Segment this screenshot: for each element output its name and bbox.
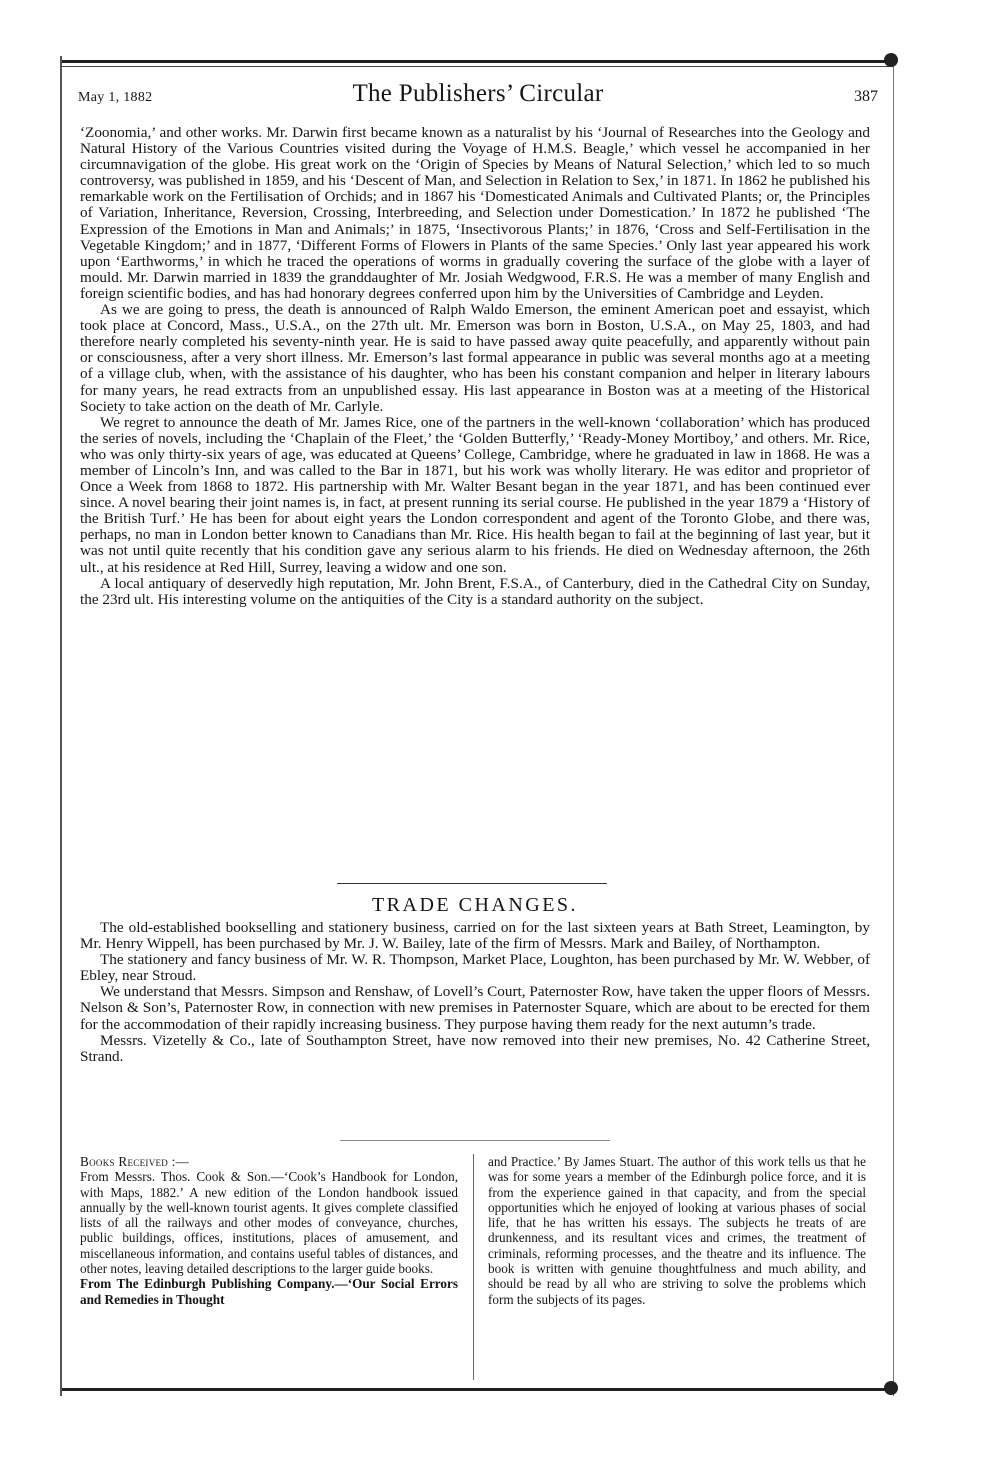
corner-ornament-icon [884, 53, 898, 67]
right-border [893, 56, 894, 1396]
trade-changes-body [80, 920, 870, 1065]
page-number: 387 [854, 88, 878, 105]
section-title-trade-changes: TRADE CHANGES. [371, 894, 579, 916]
paragraph-darwin: ‘Zoonomia,’ and other works. Mr. Darwin first became known as a naturalist by his ‘Journal of Researches into the Geology and Natural History of the Various Countries visited during the Voyage of H.M.S. Beagle,’ which vessel he accompanied in her circumnavigation of the globe. His great work on the ‘Origin of Species by Means of Natural Selection,’ which led to so much controversy, was published in 1859, and his ‘Descent of Man, and Selection in Relation to Sex,’ in 1871. In 1862 he published his remarkable work on the Fertilisation of Orchids; and in 1867 his ‘Domesticated Animals and Cultivated Plants; or, the Principles of Variation, Inheritance, Reversion, Crossing, Interbreeding, and Selection under Domestication.’ In 1872 he published ‘The Expression of the Emotions in Man and Animals;’ in 1875, ‘Insectivorous Plants;’ in 1876, ‘Cross and Self-Fertilisation in the Vegetable Kingdom;’ and in 1877, ‘Different Forms of Flowers in Plants of the same Species.’ Only last year appeared his work upon ‘Earthworms,’ in which he traced the operations of worms in gradually covering the surface of the globe with a layer of mould. Mr. Darwin married in 1839 the granddaughter of Mr. Josiah Wedgwood, F.R.S. He was a member of many English and foreign scientific bodies, and has had honorary degrees conferred upon him by the Universities of Cambridge and Leyden. [80, 124, 870, 302]
book-entry-cook: From Messrs. Thos. Cook & Son.—‘Cook’s Handbook for London, with Maps, 1882.’ A new edition of the London handbook issued annually by the well-known tourist agents. It gives complete classified lists of all the railways and other modes of conveyance, churches, public buildings, offices, institutions, places of amusement, and miscellaneous information, and contains useful tables of distances, and other notes, leaving detailed descriptions to the larger guide books. [80, 1169, 458, 1277]
paragraph-brent: A local antiquary of deservedly high reputation, Mr. John Brent, F.S.A., of Canterbury, died in the Cathedral City on Sunday, the 23rd ult. His interesting volume on the antiquities of the City is a standard authority on the subject. [80, 574, 870, 608]
trade-paragraph: The stationery and fancy business of Mr. W. R. Thompson, Market Place, Loughton, has been purchased by Mr. W. Webber, of Ebley, near Stroud. [80, 951, 870, 985]
trade-paragraph: Messrs. Vizetelly & Co., late of Southampton Street, have now removed into their new premises, No. 42 Catherine Street, Strand. [80, 1031, 870, 1065]
column-divider [473, 1154, 474, 1380]
bottom-rule [62, 1388, 894, 1391]
top-rule [62, 60, 894, 63]
running-header [78, 80, 878, 112]
section-divider [337, 883, 607, 884]
trade-paragraph: We understand that Messrs. Simpson and Renshaw, of Lovell’s Court, Paternoster Row, have taken the upper floors of Messrs. Nelson & Son’s, Paternoster Row, in connection with new premises in Paternoster Square, which are about to be erected for them for the accommodation of their rapidly increasing business. They purpose having them ready for the next autumn’s trade. [80, 983, 870, 1033]
article-body [80, 125, 870, 608]
books-divider [340, 1140, 610, 1141]
left-border [60, 56, 62, 1396]
paragraph-rice: We regret to announce the death of Mr. James Rice, one of the partners in the well-known ‘collaboration’ which has produced the series of novels, including the ‘Chaplain of the Fleet,’ the ‘Golden Butterfly,’ ‘Ready-Money Mortiboy,’ and others. Mr. Rice, who was only thirty-six years of age, was educated at Queens’ College, Cambridge, where he graduated in law in 1868. He was a member of Lincoln’s Inn, and was called to the Bar in 1871, but his work was wholly literary. He was editor and proprietor of Once a Week from 1868 to 1872. His partnership with Mr. Walter Besant began in the year 1871, and has been continued ever since. A novel bearing their joint names is, in fact, at present running its serial course. He published in the year 1879 a ‘History of the British Turf.’ He has been for about eight years the London correspondent and agent of the Toronto Globe, and there was, perhaps, no man in London better known to Canadians than Mr. Rice. His health began to fail at the beginning of last year, but it was not until quite recently that his condition gave any serious alarm to his friends. He died on Wednesday afternoon, the 26th ult., at his residence at Red Hill, Surrey, leaving a widow and one son. [80, 413, 870, 576]
header-title: The Publishers’ Circular [352, 80, 604, 107]
top-rule-thin [62, 66, 894, 67]
books-received-left-column [80, 1154, 458, 1307]
books-received-right-column [488, 1154, 866, 1307]
paragraph-emerson: As we are going to press, the death is announced of Ralph Waldo Emerson, the eminent American poet and essayist, which took place at Concord, Mass., U.S.A., on the 27th ult. Mr. Emerson was born in Boston, U.S.A., on May 25, 1803, and had therefore nearly completed his seventy-ninth year. He is said to have passed away quite peacefully, and apparently without pain or consciousness, after a very short illness. Mr. Emerson’s last formal appearance in public was several months ago at a meeting of a village club, when, with the assistance of his daughter, who has been his constant companion and helper in literary labours for many years, he read extracts from an unpublished essay. His last appearance in Boston was at a meeting of the Historical Society to take action on the death of Mr. Carlyle. [80, 301, 870, 415]
book-entry-edinburgh: From The Edinburgh Publishing Company.—‘Our Social Errors and Remedies in Thought [80, 1276, 458, 1307]
book-entry-stuart: and Practice.’ By James Stuart. The author of this work tells us that he was for some years a member of the Edinburgh police force, and it is from the experience gained in that capacity, and from the special opportunities which he enjoyed of looking at various phases of social life, that he has written his essays. The subjects he treats of are drunkenness, and its resultant vices and crimes, the treatment of criminals, reforming processes, and the theatre and its influence. The book is written with genuine thoughtfulness and much ability, and should be read by all who are striving to solve the problems which form the subjects of its pages. [488, 1154, 866, 1307]
trade-paragraph: The old-established bookselling and stationery business, carried on for the last sixteen years at Bath Street, Leamington, by Mr. Henry Wippell, has been purchased by Mr. J. W. Bailey, late of the firm of Messrs. Mark and Bailey, of Northampton. [80, 919, 870, 953]
books-received-heading: Books Received :— [80, 1154, 190, 1169]
header-date: May 1, 1882 [78, 90, 153, 105]
